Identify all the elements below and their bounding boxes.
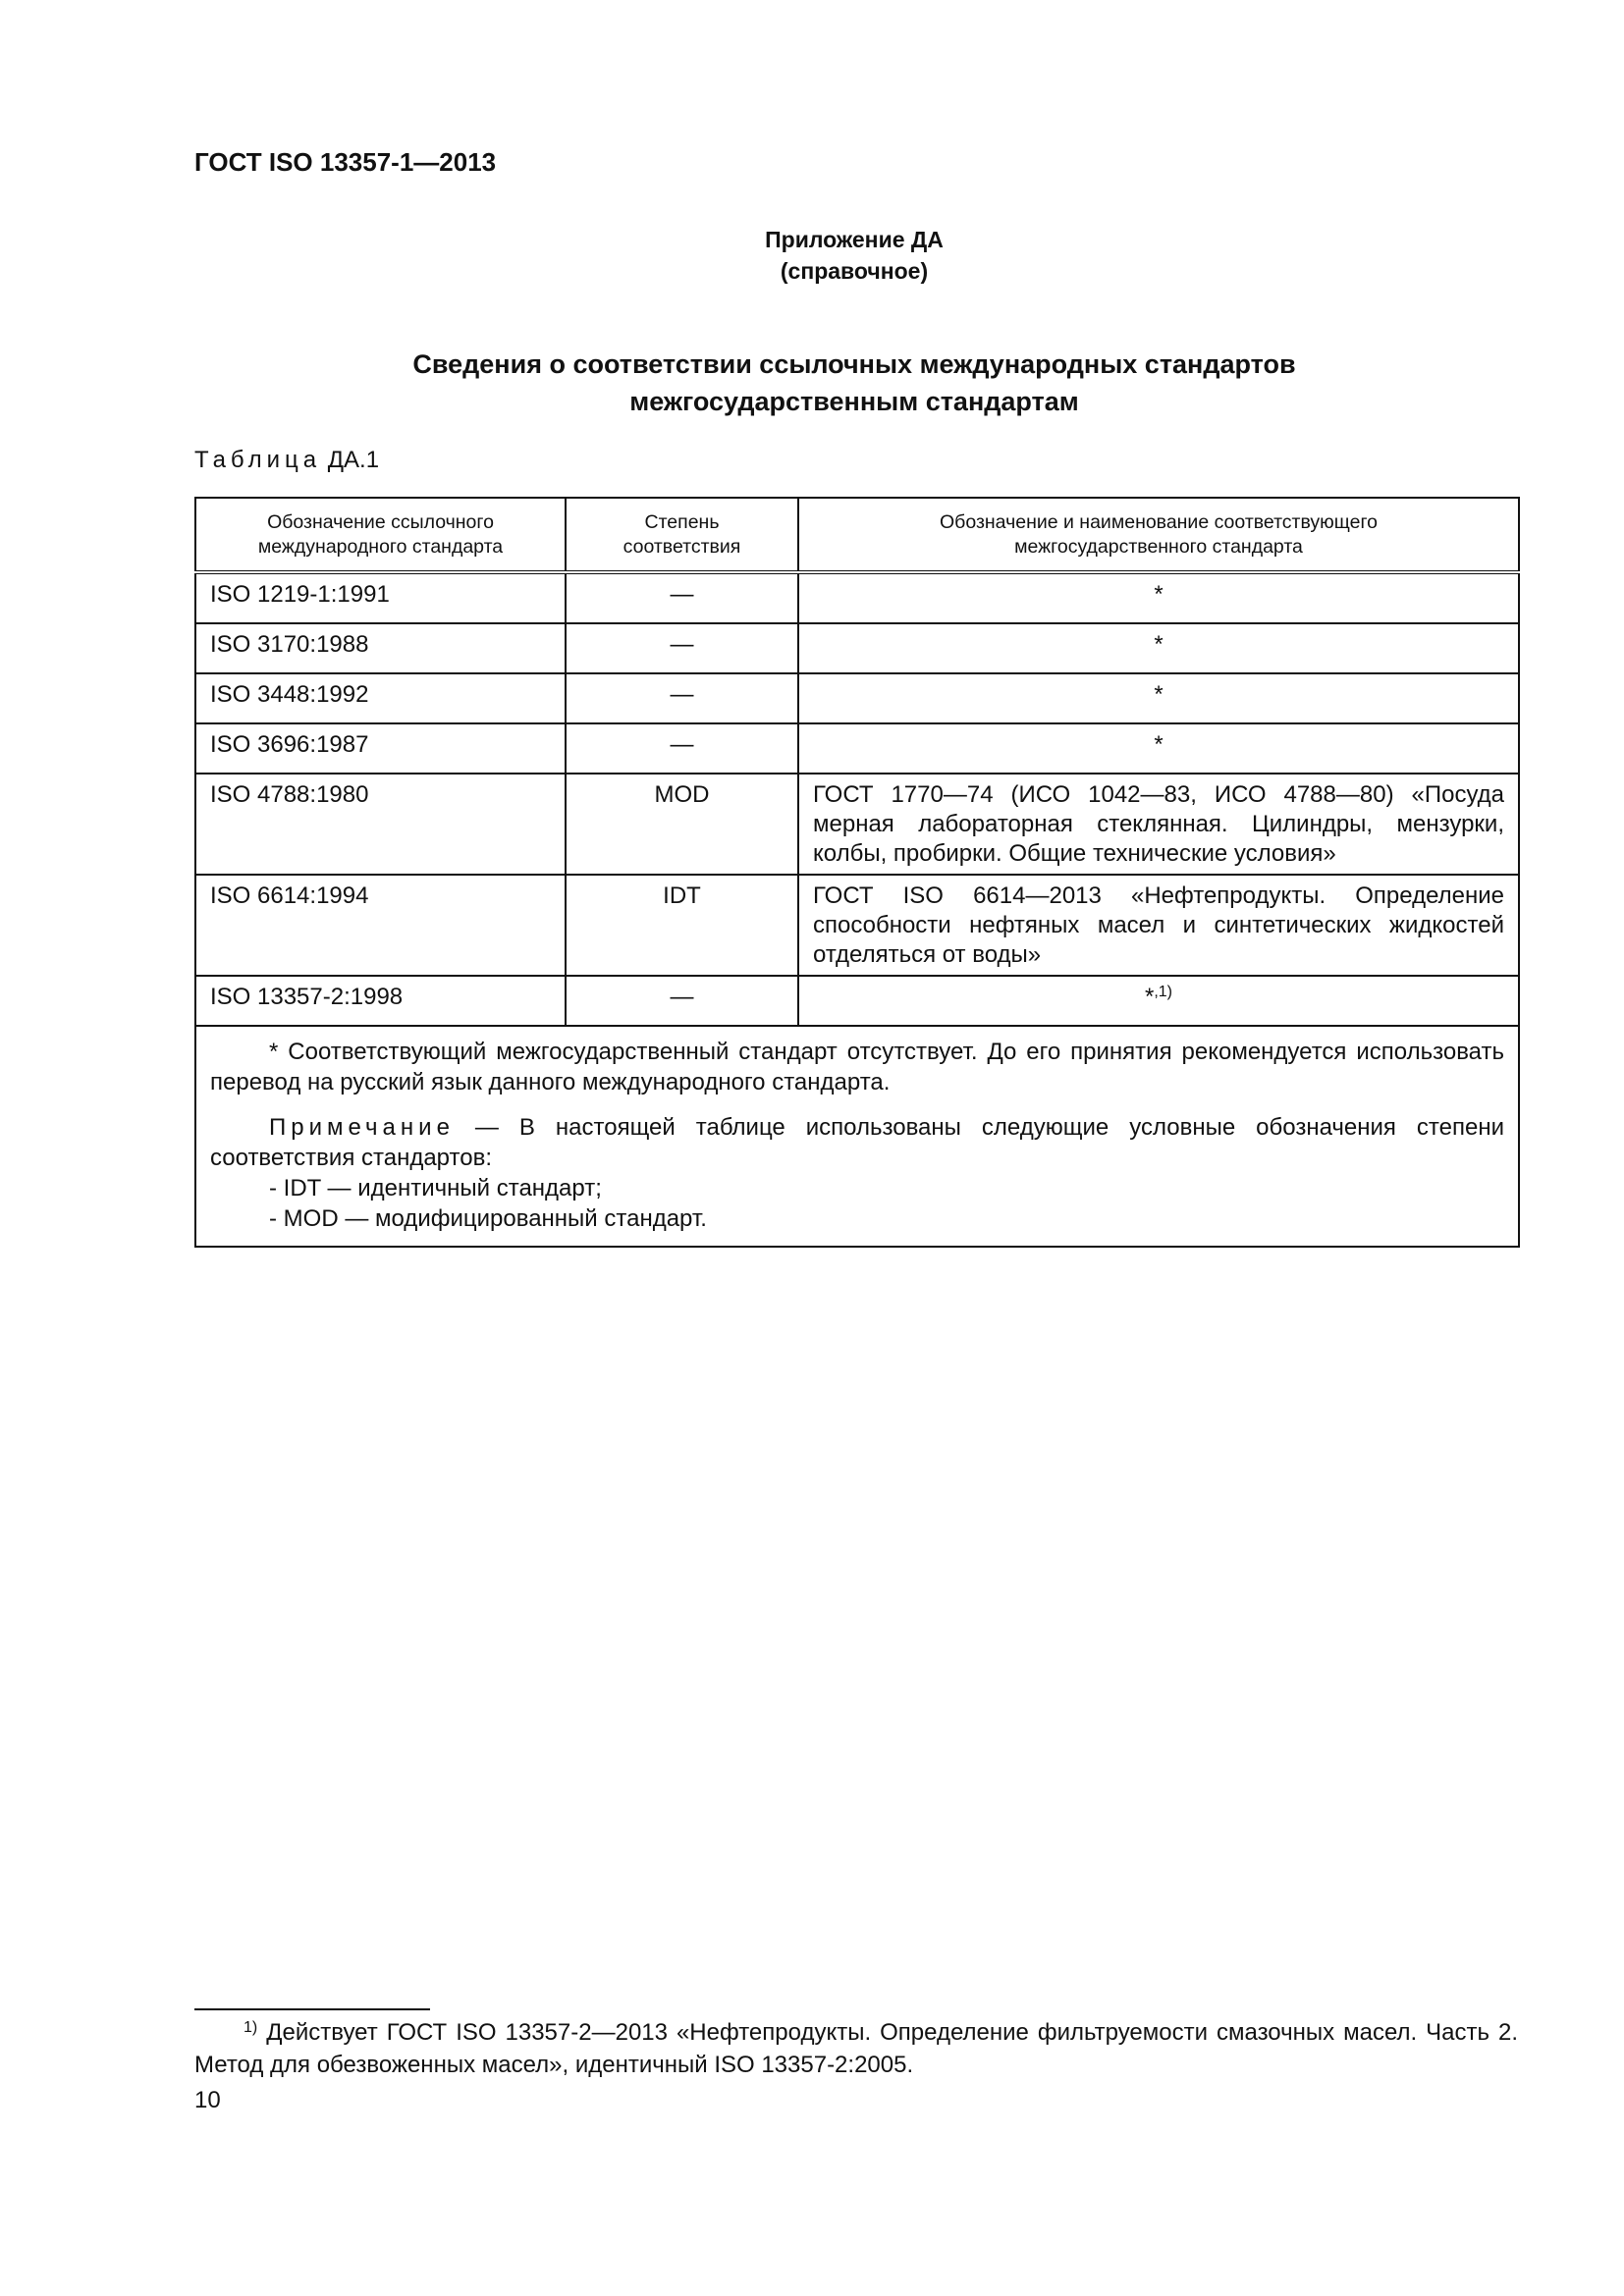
section-title-line2: межгосударственным стандартам [629,387,1079,416]
cell-degree: MOD [566,774,798,875]
table-row [195,976,1519,1026]
cell-national: * [798,723,1519,774]
section-title-line1: Сведения о соответствии ссылочных международных стандартов [412,349,1296,379]
footnote-ref: ,1) [1154,984,1172,1000]
cell-ref: ISO 3448:1992 [195,673,566,723]
cell-national: * [798,673,1519,723]
header-national-standard: Обозначение и наименование соответствующего межгосударственного стандарта [798,498,1519,572]
table-caption-number: ДА.1 [327,447,380,473]
cell-national: * [798,572,1519,623]
appendix-type: (справочное) [780,258,929,284]
cell-national: * [798,623,1519,673]
page-footnote [194,2016,1518,2081]
correspondence-table [194,497,1520,1248]
national-star: * [1144,984,1155,1010]
footnote-marker: 1) [244,2019,258,2036]
cell-national: ГОСТ 1770—74 (ИСО 1042—83, ИСО 4788—80) «Посуда мерная лабораторная стеклянная. Цилиндры, мензурки, колбы, пробирки. Общие технические условия» [798,774,1519,875]
cell-ref: ISO 6614:1994 [195,875,566,976]
table-row [195,572,1519,623]
table-row [195,723,1519,774]
cell-degree: IDT [566,875,798,976]
cell-national [798,976,1519,1026]
footnote-text: Действует ГОСТ ISO 13357-2—2013 «Нефтепродукты. Определение фильтруемости смазочных масел. Часть 2. Метод для обезвоженных масел», идентичный ISO 13357-2:2005. [194,2019,1518,2078]
header-degree: Степень соответствия [566,498,798,572]
cell-degree: — [566,723,798,774]
note-item-mod: - MOD — модифицированный стандарт. [269,1205,707,1232]
cell-ref: ISO 3696:1987 [195,723,566,774]
table-notes-row [195,1026,1519,1247]
cell-ref: ISO 1219-1:1991 [195,572,566,623]
cell-degree: — [566,976,798,1026]
note-paragraph [210,1112,1504,1173]
table-row [195,623,1519,673]
table-row [195,673,1519,723]
table-caption-word: Таблица [194,447,322,473]
header-reference-standard: Обозначение ссылочного международного стандарта [195,498,566,572]
page-number: 10 [194,2087,221,2113]
table-header-row [195,498,1519,572]
appendix-label: Приложение ДА [765,227,944,252]
cell-national: ГОСТ ISO 6614—2013 «Нефтепродукты. Определение способности нефтяных масел и синтетических жидкостей отделяться от воды» [798,875,1519,976]
table-notes [195,1026,1519,1247]
cell-degree: — [566,572,798,623]
cell-degree: — [566,623,798,673]
note-item-idt: - IDT — идентичный стандарт; [269,1175,602,1201]
cell-ref: ISO 13357-2:1998 [195,976,566,1026]
document-header: ГОСТ ISO 13357-1—2013 [194,147,497,177]
note-text: — В настоящей таблице использованы следующие условные обозначения степени соответствия стандартов: [210,1114,1504,1171]
table-row [195,774,1519,875]
note-label: Примечание [269,1114,455,1141]
cell-degree: — [566,673,798,723]
cell-ref: ISO 3170:1988 [195,623,566,673]
table-caption [194,447,379,474]
table-row [195,875,1519,976]
cell-ref: ISO 4788:1980 [195,774,566,875]
footnote-divider [194,2008,430,2010]
appendix-heading [609,224,1100,287]
star-footnote: * Соответствующий межгосударственный стандарт отсутствует. До его принятия рекомендуется использовать перевод на русский язык данного международного стандарта. [210,1039,1504,1095]
section-title [295,346,1414,420]
